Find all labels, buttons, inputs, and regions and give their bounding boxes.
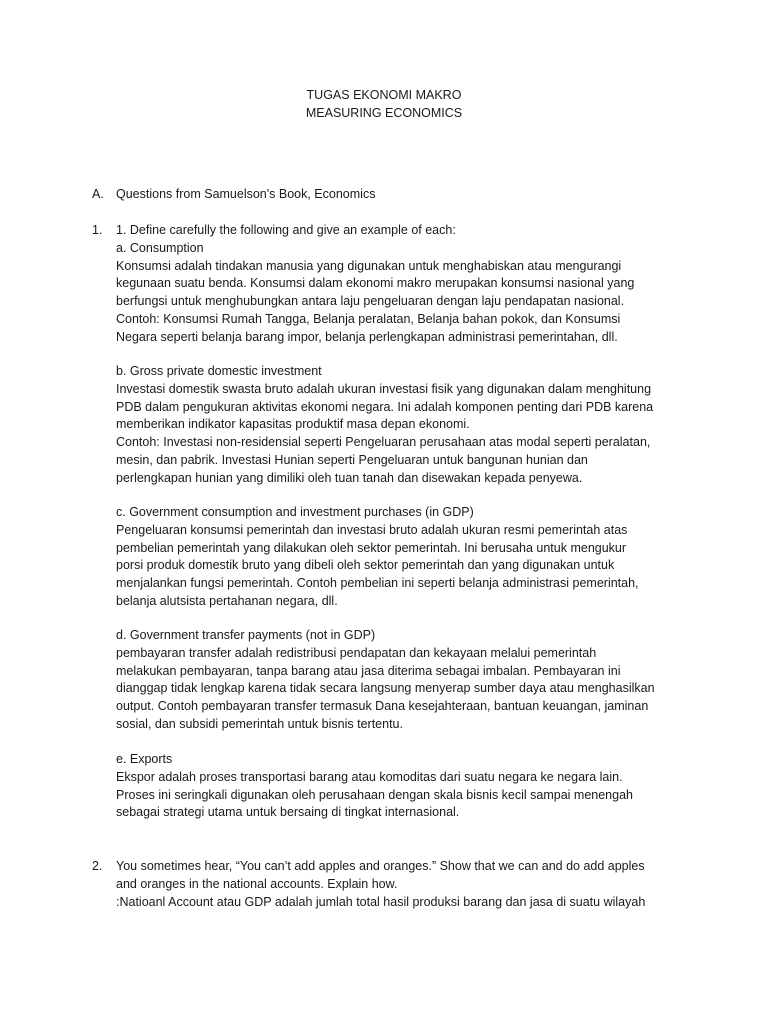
item-a-line: Negara seperti belanja barang impor, belanja perlengkapan administrasi pemerintahan, dll.: [116, 329, 618, 344]
question-1-marker: 1.: [92, 223, 103, 237]
title-line-2: MEASURING ECONOMICS: [305, 105, 463, 120]
document-title: [0, 87, 768, 123]
item-b-heading: b. Gross private domestic investment: [116, 364, 322, 378]
item-a-line: Konsumsi adalah tindakan manusia yang digunakan untuk menghabiskan atau mengurangi: [116, 258, 622, 273]
item-c-line: belanja alutsista pertahanan negara, dll.: [116, 593, 338, 608]
item-c-line: pembelian pemerintah yang dilakukan oleh sektor pemerintah. Ini berusaha untuk mengukur: [116, 540, 627, 555]
item-b-line: memberikan indikator kapasitas produktif masa depan ekonomi.: [116, 417, 470, 432]
item-a-line: kegunaan suatu benda. Konsumsi dalam ekonomi makro merupakan konsumsi nasional yang: [116, 276, 635, 291]
item-b-line: perlengkapan hunian yang dimiliki oleh tuan tanah dan disewakan kepada penyewa.: [116, 470, 583, 485]
item-e-line: Proses ini seringkali digunakan oleh perusahaan dengan skala bisnis kecil sampai menengah: [116, 787, 633, 802]
question-2-line: :Natioanl Account atau GDP adalah jumlah total hasil produksi barang dan jasa di suatu wilayah: [116, 894, 646, 909]
question-2-body: [116, 858, 676, 911]
item-e-line: sebagai strategi utama untuk bersaing di tingkat internasional.: [116, 805, 460, 820]
item-e-line: Ekspor adalah proses transportasi barang atau komoditas dari suatu negara ke negara lain.: [116, 769, 623, 784]
section-a-marker: A.: [92, 187, 104, 201]
item-c-line: porsi produk domestik bruto yang dibeli oleh sektor pemerintah dan yang digunakan untuk: [116, 558, 615, 573]
section-a-heading: Questions from Samuelson's Book, Economics: [116, 187, 376, 201]
item-c-line: Pengeluaran konsumsi pemerintah dan investasi bruto adalah ukuran resmi pemerintah atas: [116, 522, 628, 537]
item-b-line: Investasi domestik swasta bruto adalah ukuran investasi fisik yang digunakan dalam menghitung: [116, 381, 652, 396]
item-e-heading: e. Exports: [116, 752, 173, 766]
item-c-line: menjalankan fungsi pemerintah. Contoh pembelian ini seperti belanja administrasi pemerintah,: [116, 576, 639, 591]
question-1-body: [116, 222, 676, 347]
item-b-line: Contoh: Investasi non-residensial seperti Pengeluaran perusahaan atas modal seperti peralatan,: [116, 435, 651, 450]
question-2-line: and oranges in the national accounts. Explain how.: [116, 876, 398, 891]
item-b-line: PDB dalam pengukuran aktivitas ekonomi negara. Ini adalah komponen penting dari PDB karena: [116, 399, 654, 414]
item-c-heading: c. Government consumption and investment purchases (in GDP): [116, 505, 474, 519]
question-1-text: 1. Define carefully the following and give an example of each:: [116, 223, 456, 237]
item-a-line: Contoh: Konsumsi Rumah Tangga, Belanja peralatan, Belanja bahan pokok, dan Konsumsi: [116, 311, 621, 326]
item-d-body: [116, 627, 676, 734]
item-d-line: pembayaran transfer adalah redistribusi pendapatan dan kekayaan melalui pemerintah: [116, 645, 597, 660]
item-d-line: dianggap tidak lengkap karena tidak secara langsung menyerap sumber daya atau menghasilkan: [116, 681, 655, 696]
item-a-line: berfungsi untuk menghubungkan antara laju pengeluaran dengan laju pendapatan nasional.: [116, 294, 625, 309]
item-c-body: [116, 504, 676, 611]
item-a-heading: a. Consumption: [116, 240, 204, 255]
item-b-body: [116, 363, 676, 488]
item-d-line: sosial, dan subsidi pemerintah untuk bisnis tertentu.: [116, 716, 403, 731]
question-2-marker: 2.: [92, 859, 103, 873]
item-d-line: output. Contoh pembayaran transfer termasuk Dana kesejahteraan, bantuan keuangan, jaminan: [116, 699, 649, 714]
title-line-1: TUGAS EKONOMI MAKRO: [306, 88, 462, 102]
item-b-line: mesin, dan pabrik. Investasi Hunian seperti Pengeluaran untuk bangunan hunian dan: [116, 452, 588, 467]
question-2-line: You sometimes hear, “You can’t add apples and oranges.” Show that we can and do add apples: [116, 859, 645, 873]
item-d-line: melakukan pembayaran, tanpa barang atau jasa diterima sebagai imbalan. Pembayaran ini: [116, 663, 621, 678]
item-d-heading: d. Government transfer payments (not in GDP): [116, 628, 376, 642]
item-e-body: [116, 751, 676, 822]
